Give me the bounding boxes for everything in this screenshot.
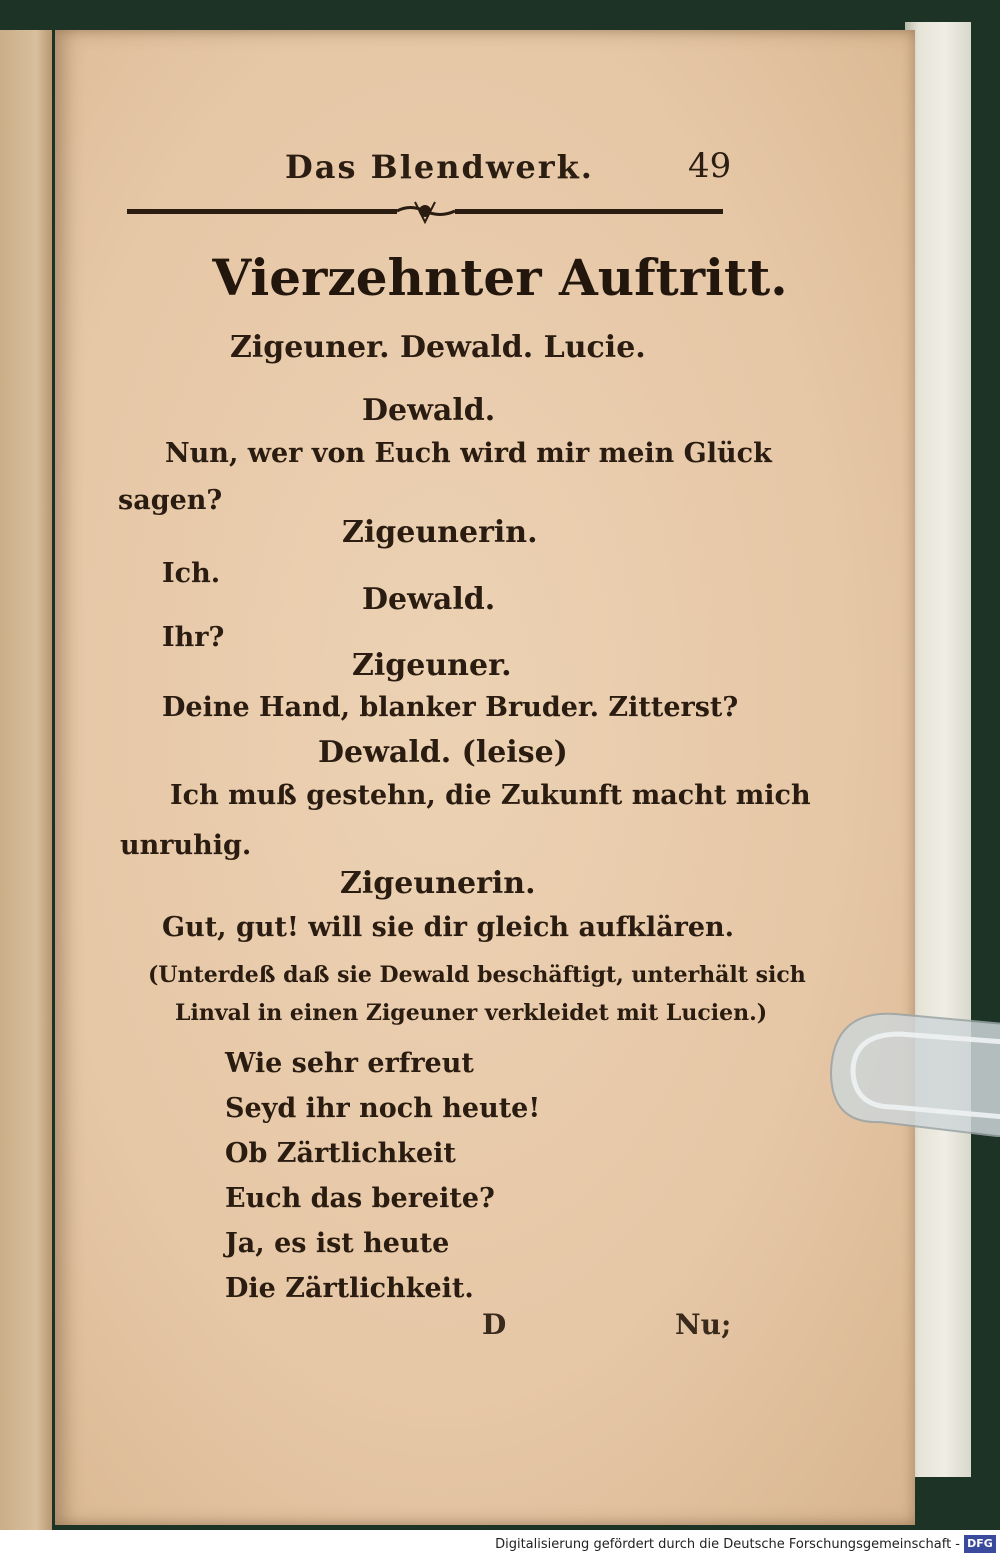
stage-direction: Linval in einen Zigeuner verkleidet mit Lucien.): [175, 1000, 768, 1026]
dialogue-line: Ihr?: [162, 622, 225, 653]
stage-direction: (Unterdeß daß sie Dewald beschäftigt, unterhält sich: [148, 962, 806, 988]
dialogue-line: Deine Hand, blanker Bruder. Zitterst?: [162, 692, 739, 723]
ornamental-rule: [125, 200, 725, 224]
signature-mark: D: [482, 1308, 507, 1341]
page-number: 49: [688, 146, 732, 186]
dialogue-line: sagen?: [118, 485, 223, 516]
dialogue-line: Ich muß gestehn, die Zukunft macht mich: [170, 780, 811, 811]
running-header: Das Blendwerk.: [285, 148, 594, 186]
dialogue-line: unruhig.: [120, 830, 252, 861]
dialogue-line: Gut, gut! will sie dir gleich aufklären.: [162, 912, 735, 943]
footer-credit: Digitalisierung gefördert durch die Deutsche Forschungsgemeinschaft -: [495, 1537, 960, 1552]
speaker-name: Zigeunerin.: [342, 515, 538, 550]
verse-line: Wie sehr erfreut: [225, 1048, 474, 1079]
speaker-name: Dewald.: [362, 393, 496, 428]
scene-title: Vierzehnter Auftritt.: [212, 248, 788, 307]
verse-line: Ob Zärtlichkeit: [225, 1138, 456, 1169]
catchword: Nu;: [675, 1308, 732, 1341]
verse-line: Ja, es ist heute: [225, 1228, 450, 1259]
speaker-name: Dewald.: [362, 582, 496, 617]
dialogue-line: Ich.: [162, 558, 221, 589]
speaker-name: Zigeunerin.: [340, 866, 536, 901]
verse-line: Seyd ihr noch heute!: [225, 1093, 541, 1124]
speaker-name: Dewald. (leise): [318, 735, 568, 770]
speaker-name: Zigeuner.: [352, 648, 512, 683]
verse-line: Euch das bereite?: [225, 1183, 495, 1214]
characters-list: Zigeuner. Dewald. Lucie.: [230, 330, 646, 365]
page-clip: [825, 1012, 1000, 1137]
dfg-logo: DFG: [964, 1535, 996, 1553]
dialogue-line: Nun, wer von Euch wird mir mein Glück: [165, 438, 772, 469]
verse-line: Die Zärtlichkeit.: [225, 1273, 474, 1304]
